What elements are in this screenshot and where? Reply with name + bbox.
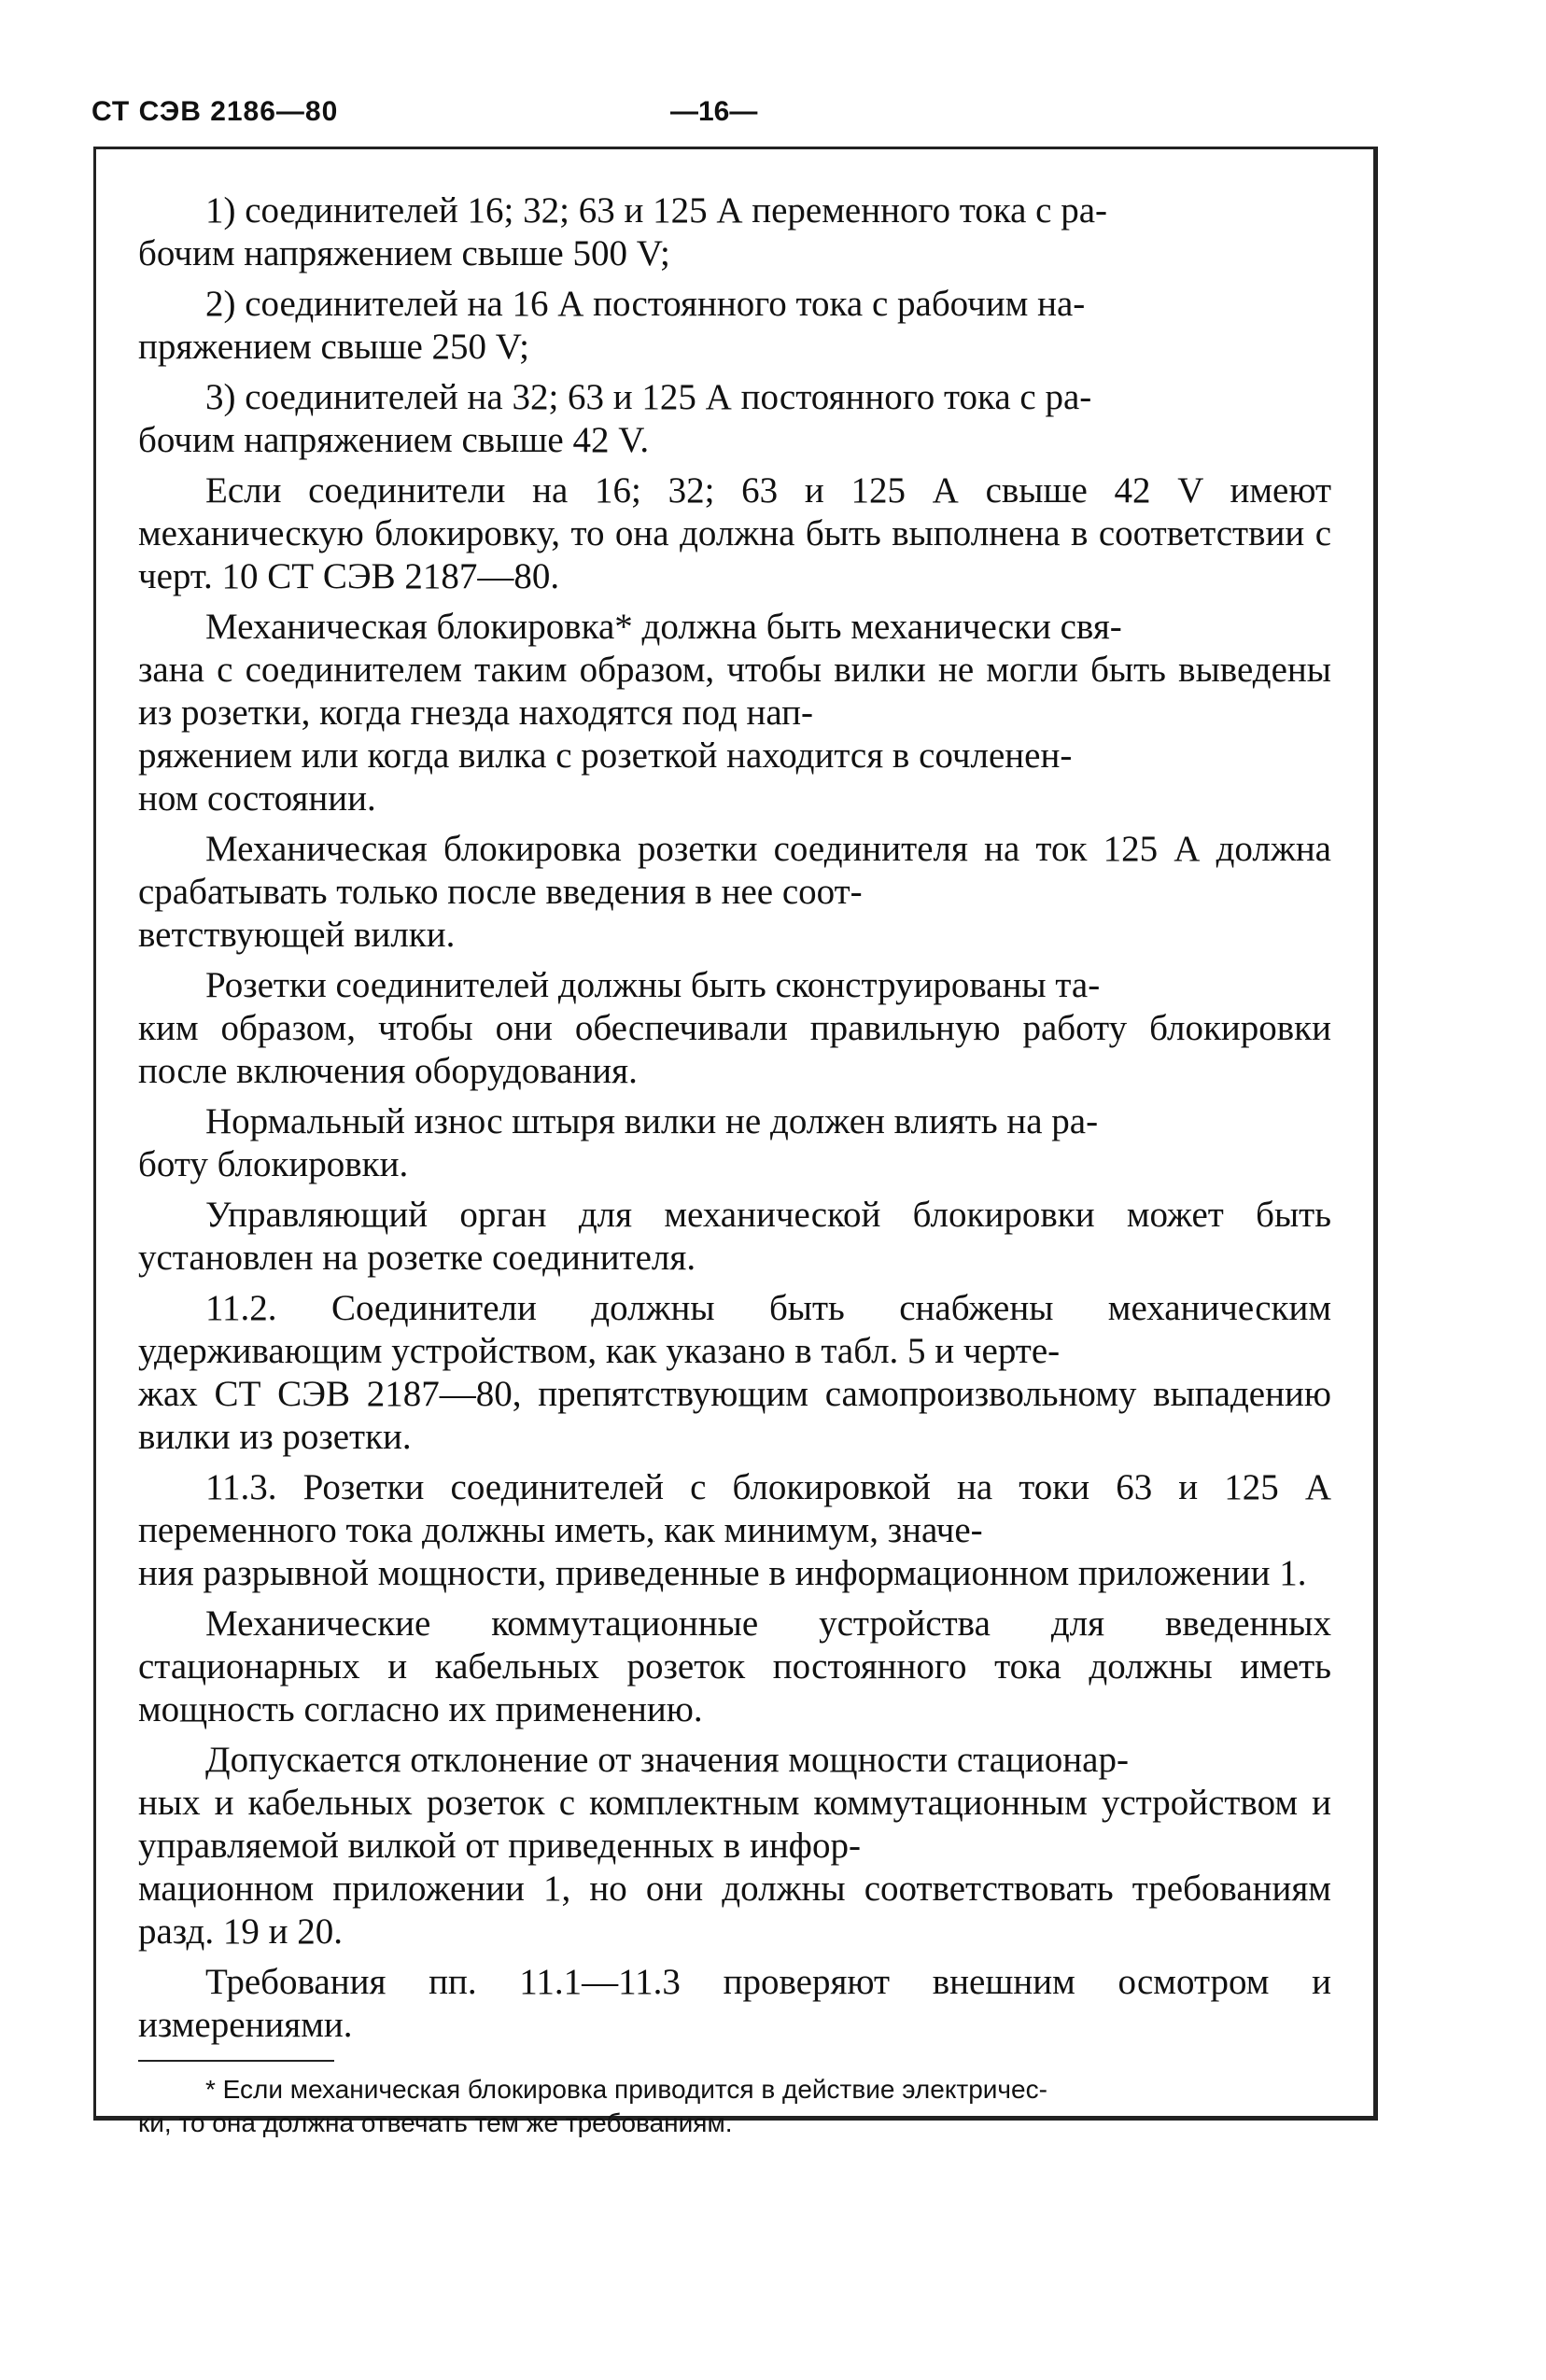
paragraph-interlock-note: Если соединители на 16; 32; 63 и 125 А свыше 42 V имеют механическую блокировку, то она должна быть выполнена в соответствии с черт. 10 СТ СЭВ 2187—80. bbox=[138, 470, 1331, 596]
footnote-divider bbox=[138, 2060, 334, 2062]
paragraph-item-1: 1) соединителей 16; 32; 63 и 125 А переменного тока с ра- бочим напряжением свыше 500 V; bbox=[138, 190, 1108, 273]
paragraph-11-2: 11.2. Соединители должны быть снабжены механическим удерживающим устройством, как указано в табл. 5 и черте- жах СТ СЭВ 2187—80, препятствующим самопроизвольному выпадению вилки из розетки. bbox=[138, 1288, 1331, 1457]
paragraph-11-3: 11.3. Розетки соединителей с блокировкой на токи 63 и 125 А переменного тока должны иметь, как минимум, значе- ния разрывной мощности, приведенные в информационном приложении 1. bbox=[138, 1467, 1331, 1593]
paragraph-125a-interlock: Механическая блокировка розетки соединителя на ток 125 А должна срабатывать только после введения в нее соот- ветствующей вилки. bbox=[138, 829, 1331, 955]
page-number: —16— bbox=[670, 96, 758, 127]
paragraph-deviation: Допускается отклонение от значения мощности стационар- ных и кабельных розеток с комплектным коммутационным устройством и управляемой вилкой от приведенных в инфор- мационном приложении 1, но они должны соответствовать требованиям разд. 19 и 20. bbox=[138, 1740, 1331, 1952]
paragraph-control-member: Управляющий орган для механической блокировки может быть установлен на розетке соединителя. bbox=[138, 1195, 1331, 1278]
paragraph-mechanical-interlock: Механическая блокировка* должна быть механически свя- зана с соединителем таким образом, чтобы вилки не могли быть выведены из розетки, когда гнезда находятся под нап- ряжением или когда вилка с розеткой находится в сочленен- ном состоянии. bbox=[138, 607, 1331, 819]
document-code: СТ СЭВ 2186—80 bbox=[91, 96, 339, 127]
paragraph-item-2: 2) соединителей на 16 А постоянного тока с рабочим на- пряжением свыше 250 V; bbox=[138, 284, 1086, 367]
footnote: * Если механическая блокировка приводится в действие электричес- ки, то она должна отвечать тем же требованиям. bbox=[138, 2075, 1047, 2137]
paragraph-verification: Требования пп. 11.1—11.3 проверяют внешним осмотром и измерениями. bbox=[138, 1962, 1331, 2045]
paragraph-pin-wear: Нормальный износ штыря вилки не должен влиять на ра- боту блокировки. bbox=[138, 1101, 1099, 1184]
paragraph-socket-design: Розетки соединителей должны быть сконструированы та- ким образом, чтобы они обеспечивали правильную работу блокировки после включения оборудования. bbox=[138, 965, 1331, 1091]
document-body bbox=[138, 189, 1331, 2140]
paragraph-switching-devices: Механические коммутационные устройства для введенных стационарных и кабельных розеток постоянного тока должны иметь мощность согласно их применению. bbox=[138, 1603, 1331, 1729]
paragraph-item-3: 3) соединителей на 32; 63 и 125 А постоянного тока с ра- бочим напряжением свыше 42 V. bbox=[138, 377, 1092, 460]
